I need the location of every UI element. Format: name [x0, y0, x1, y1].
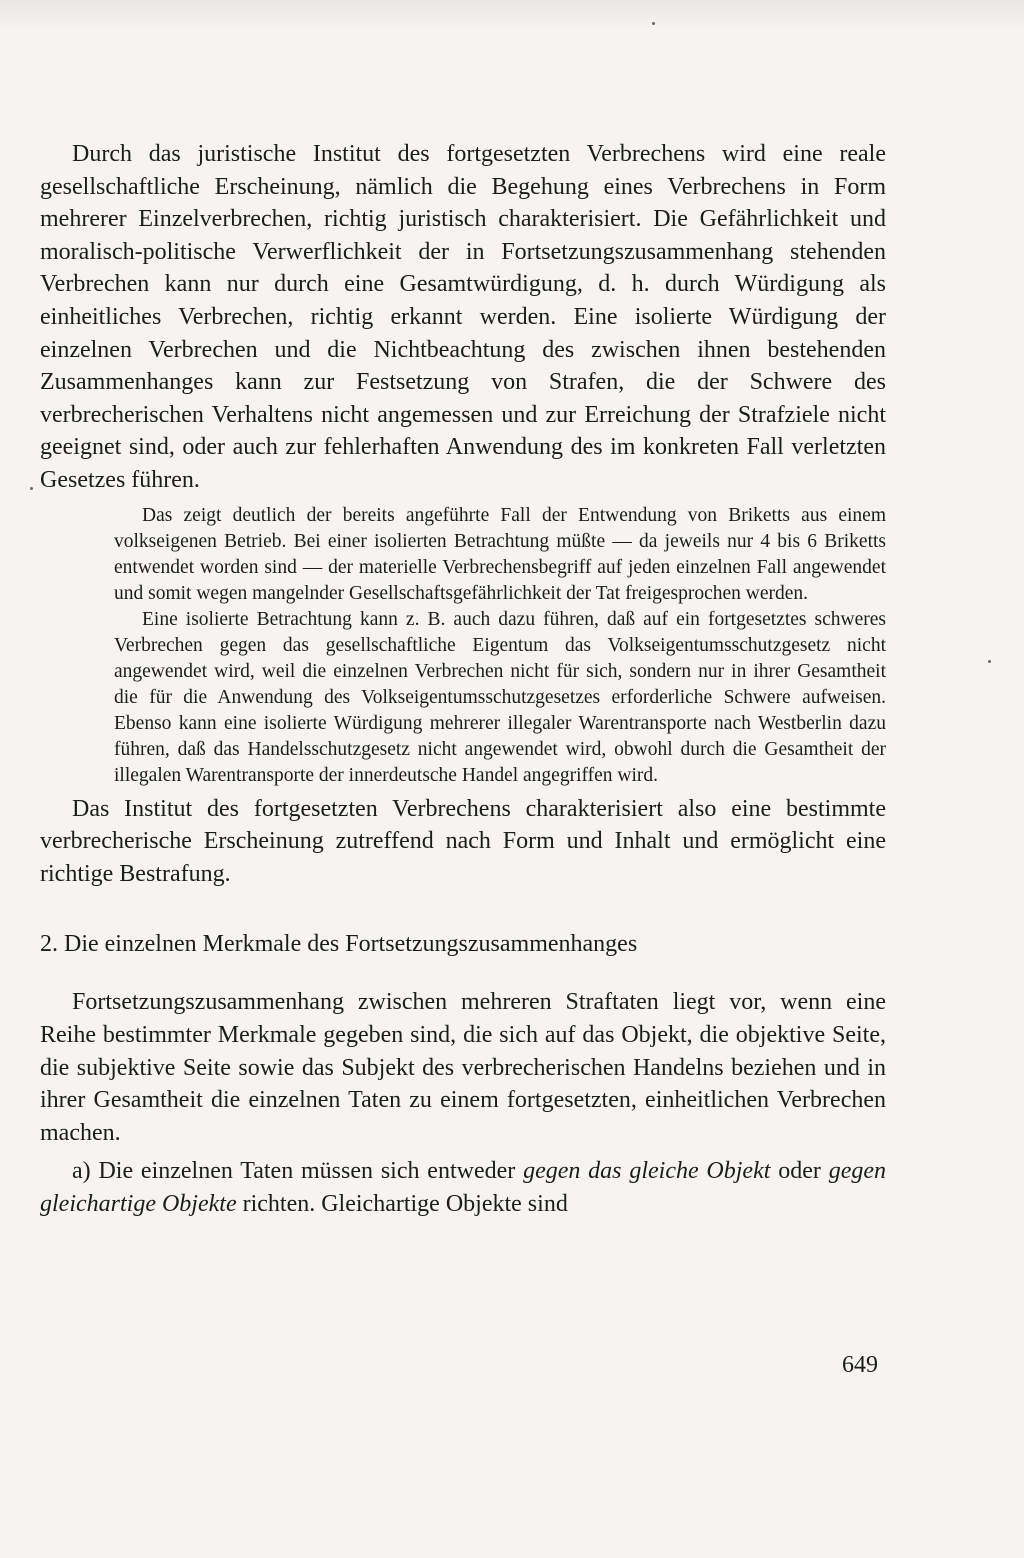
paragraph-merkmale: Fortsetzungszusammenhang zwischen mehreren Straftaten liegt vor, wenn eine Reihe bestimmter Merkmale gegeben sind, die sich auf das Objekt, die objektive Seite, die subjektive Seite sowie das Subjekt des verbrecherischen Handelns beziehen und in ihrer Gesamtheit die einzelnen Taten zu einem fortgesetzten, einheitlichen Verbrechen machen.	[40, 989, 886, 1146]
scan-top-edge	[0, 0, 1024, 28]
example-briketts: Das zeigt deutlich der bereits angeführte Fall der Entwendung von Briketts aus einem volkseigenen Betrieb. Bei einer isolierten Betrachtung müßte — da jeweils nur 4 bis 6 Briketts entwendet worden sind — der materielle Verbrechensbegriff auf jeden einzelnen Fall angewendet und somit wegen mangelnder Gesellschaftsgefährlichkeit der Tat freigesprochen werden.	[114, 504, 886, 604]
objekt-emphasis-1: gegen das gleiche Objekt	[523, 1158, 771, 1185]
section-heading: 2. Die einzelnen Merkmale des Fortsetzungszusammenhanges	[40, 931, 638, 958]
example-isolierte-betrachtung: Eine isolierte Betrachtung kann z. B. auch dazu führen, daß auf ein fortgesetztes schweres Verbrechen gegen das gesellschaftliche Eigentum das Volkseigentumsschutzgesetz nicht angewendet wird, weil die einzelnen Verbrechen nicht für sich, sondern nur in ihrer Gesamtheit die für die Anwendung des Volkseigentumsschutzgesetzes erforderliche Schwere aufweisen. Ebenso kann eine isolierte Würdigung mehrerer illegaler Warentransporte nach Westberlin dazu führen, daß das Handelsschutzgesetz nicht angewendet wird, obwohl durch die Gesamtheit der illegalen Warentransporte der innerdeutsche Handel angegriffen wird.	[114, 608, 886, 786]
paragraph-objekt	[40, 1155, 886, 1220]
objekt-text-1: a) Die einzelnen Taten müssen sich entweder	[72, 1158, 524, 1185]
scan-speck	[652, 22, 655, 25]
page-number: 649	[842, 1352, 878, 1378]
scan-speck	[30, 487, 33, 490]
objekt-text-2: oder	[770, 1158, 829, 1185]
page-text	[40, 138, 886, 1220]
scan-speck	[988, 660, 991, 663]
paragraph-conclusion: Das Institut des fortgesetzten Verbrechens charakterisiert also eine bestimmte verbrecherische Erscheinung zutreffend nach Form und Inhalt und ermöglicht eine richtige Bestrafung.	[40, 795, 886, 887]
objekt-emphasis-2: gegen gleichartige Objekte	[40, 1158, 886, 1217]
objekt-text-3: richten. Gleichartige Objekte sind	[236, 1190, 568, 1217]
example-block	[40, 503, 886, 789]
paragraph-institut: Durch das juristische Institut des fortgesetzten Verbrechens wird eine reale gesellschaftliche Erscheinung, nämlich die Begehung eines Verbrechens in Form mehrerer Einzelverbrechen, richtig juristisch charakterisiert. Die Gefährlichkeit und moralisch-politische Verwerflichkeit der in Fortsetzungszusammenhang stehenden Verbrechen kann nur durch eine Gesamtwürdigung, d. h. durch Würdigung als einheitliches Verbrechen, richtig erkannt werden. Eine isolierte Würdigung der einzelnen Verbrechen und die Nichtbeachtung des zwischen ihnen bestehenden Zusammenhanges kann zur Festsetzung von Strafen, die der Schwere des verbrecherischen Verhaltens nicht angemessen und zur Erreichung der Strafziele nicht geeignet sind, oder auch zur fehlerhaften Anwendung des im konkreten Fall verletzten Gesetzes führen.	[40, 141, 886, 493]
